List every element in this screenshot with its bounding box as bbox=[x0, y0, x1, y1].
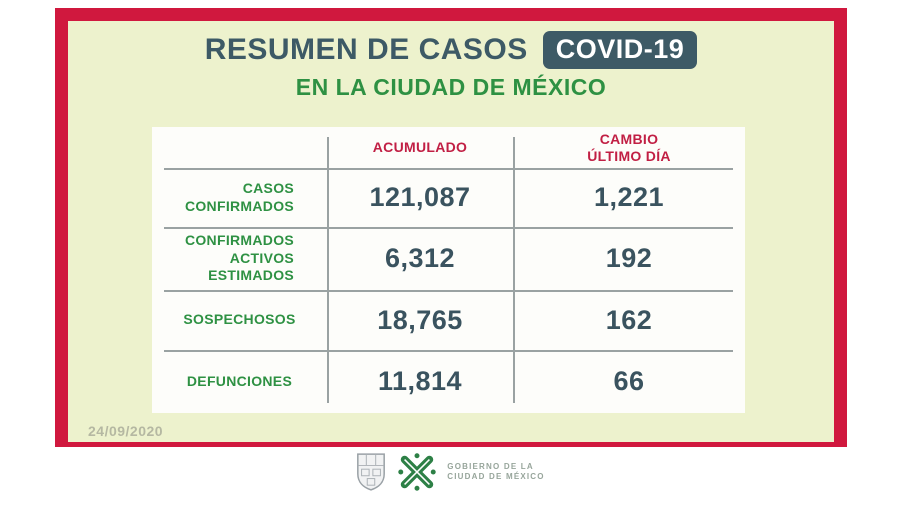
data-table-card bbox=[152, 127, 745, 413]
covid19-badge: COVID-19 bbox=[543, 31, 698, 69]
column-header-label: CAMBIO bbox=[599, 131, 659, 148]
column-header-label: ACUMULADO bbox=[372, 139, 468, 156]
cdmx-x-icon bbox=[396, 451, 438, 493]
column-header-acumulado bbox=[327, 127, 513, 168]
table-grid bbox=[152, 127, 745, 413]
table-row-label-defunciones: DEFUNCIONES bbox=[186, 372, 293, 389]
page-title: RESUMEN DE CASOS bbox=[204, 33, 528, 66]
value-casos-confirmados-acumulado: 121,087 bbox=[369, 182, 471, 212]
table-row-label-sospechosos: SOSPECHOSOS bbox=[183, 311, 296, 328]
table-row-label-confirmados-activos-estimados: CONFIRMADOS ACTIVOS ESTIMADOS bbox=[184, 232, 295, 284]
value-casos-confirmados-cambio: 1,221 bbox=[593, 182, 665, 212]
value-defunciones-cambio: 66 bbox=[613, 366, 645, 396]
title-row bbox=[68, 31, 834, 69]
header-empty-cell bbox=[152, 127, 327, 168]
page-subtitle: EN LA CIUDAD DE MÉXICO bbox=[295, 74, 607, 100]
column-header-cambio-ultimo-dia bbox=[513, 127, 745, 168]
shield-crest-icon bbox=[355, 452, 387, 492]
column-header-label: ÚLTIMO DÍA bbox=[587, 147, 671, 164]
value-confirmados-activos-acumulado: 6,312 bbox=[384, 243, 456, 273]
table-row-label-casos-confirmados: CASOS CONFIRMADOS bbox=[184, 180, 295, 214]
cdmx-government-logo bbox=[0, 451, 900, 493]
value-sospechosos-acumulado: 18,765 bbox=[377, 304, 463, 335]
government-logo-text: GOBIERNO DE LA CIUDAD DE MÉXICO bbox=[447, 461, 545, 481]
value-confirmados-activos-cambio: 192 bbox=[605, 243, 653, 273]
value-defunciones-acumulado: 11,814 bbox=[377, 366, 463, 396]
date-stamp: 24/09/2020 bbox=[88, 423, 164, 439]
value-sospechosos-cambio: 162 bbox=[605, 304, 653, 335]
